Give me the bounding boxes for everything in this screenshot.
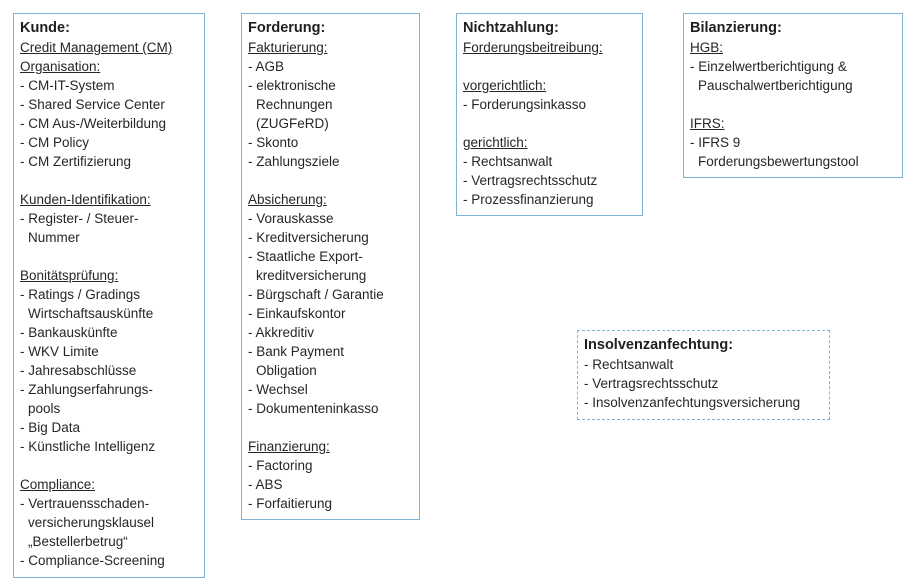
list-item-text: - Staatliche Export- bbox=[248, 249, 363, 264]
kunde-organisation-list bbox=[20, 76, 198, 171]
list-item-text: - Forderungsinkasso bbox=[463, 97, 587, 112]
kunde-bonitaet-list bbox=[20, 285, 198, 456]
list-item-text: - Wechsel bbox=[248, 382, 308, 397]
list-item bbox=[584, 374, 823, 393]
list-item-continuation: Rechnungen bbox=[256, 97, 333, 112]
list-item-text: - Skonto bbox=[248, 135, 299, 150]
list-item-text: - Künstliche Intelligenz bbox=[20, 439, 156, 454]
list-item-text: - CM Aus-/Weiterbildung bbox=[20, 116, 167, 131]
list-item-text: - Einkaufskontor bbox=[248, 306, 346, 321]
forderung-fakturierung-heading: Fakturierung: bbox=[248, 40, 328, 55]
list-item-text: - Bürgschaft / Garantie bbox=[248, 287, 384, 302]
list-item bbox=[584, 355, 823, 374]
list-item bbox=[20, 114, 198, 133]
list-item-text: - Zahlungsziele bbox=[248, 154, 340, 169]
list-item-text: - Compliance-Screening bbox=[20, 553, 165, 568]
list-item-text: - CM-IT-System bbox=[20, 78, 115, 93]
list-item-text: - Shared Service Center bbox=[20, 97, 165, 112]
list-item bbox=[463, 190, 636, 209]
list-item-text: - WKV Limite bbox=[20, 344, 99, 359]
list-item bbox=[248, 475, 413, 494]
list-item bbox=[248, 57, 413, 76]
list-item-text: - Register- / Steuer- bbox=[20, 211, 139, 226]
list-item bbox=[248, 380, 413, 399]
list-item-text: - Rechtsanwalt bbox=[463, 154, 553, 169]
list-item-text: - IFRS 9 bbox=[690, 135, 741, 150]
bilanzierung-title: Bilanzierung: bbox=[690, 20, 782, 36]
list-item bbox=[248, 209, 413, 228]
box-forderung bbox=[241, 13, 420, 520]
kunde-compliance-heading: Compliance: bbox=[20, 477, 96, 492]
list-item bbox=[690, 57, 896, 95]
list-item bbox=[20, 551, 198, 570]
kunde-bonitaet-heading: Bonitätsprüfung: bbox=[20, 268, 119, 283]
bilanzierung-ifrs-list bbox=[690, 133, 896, 171]
list-item bbox=[584, 393, 823, 412]
list-item-text: - Bank Payment bbox=[248, 344, 345, 359]
list-item-text: - Vertrauensschaden- bbox=[20, 496, 150, 511]
list-item bbox=[248, 285, 413, 304]
list-item-text: - Kreditversicherung bbox=[248, 230, 369, 245]
list-item-text: - Vorauskasse bbox=[248, 211, 334, 226]
list-item-text: - Ratings / Gradings bbox=[20, 287, 141, 302]
list-item-text: - CM Policy bbox=[20, 135, 90, 150]
list-item bbox=[20, 76, 198, 95]
list-item bbox=[690, 133, 896, 171]
list-item-text: - ABS bbox=[248, 477, 283, 492]
nichtzahlung-gerichtlich-heading: gerichtlich: bbox=[463, 135, 528, 150]
bilanzierung-hgb-heading: HGB: bbox=[690, 40, 724, 55]
list-item-text: - Vertragsrechtsschutz bbox=[463, 173, 598, 188]
list-item bbox=[20, 209, 198, 247]
list-item-continuation: Obligation bbox=[256, 363, 317, 378]
list-item-text: - Zahlungserfahrungs- bbox=[20, 382, 153, 397]
list-item-text: - Factoring bbox=[248, 458, 313, 473]
list-item bbox=[20, 95, 198, 114]
kunde-title: Kunde: bbox=[20, 20, 70, 36]
list-item bbox=[248, 228, 413, 247]
list-item bbox=[20, 323, 198, 342]
list-item bbox=[20, 152, 198, 171]
forderung-finanzierung-heading: Finanzierung: bbox=[248, 439, 330, 454]
nichtzahlung-vorgerichtlich-heading: vorgerichtlich: bbox=[463, 78, 547, 93]
list-item bbox=[248, 76, 413, 133]
nichtzahlung-title: Nichtzahlung: bbox=[463, 20, 559, 36]
list-item-text: - Einzelwertberichtigung & bbox=[690, 59, 847, 74]
list-item-continuation: Wirtschaftsauskünfte bbox=[28, 306, 154, 321]
list-item-text: - Bankauskünfte bbox=[20, 325, 118, 340]
kunde-identifikation-list bbox=[20, 209, 198, 247]
forderung-absicherung-list bbox=[248, 209, 413, 418]
list-item bbox=[20, 133, 198, 152]
list-item bbox=[463, 95, 636, 114]
list-item-continuation: Forderungsbewertungstool bbox=[698, 154, 859, 169]
list-item-text: - Forfaitierung bbox=[248, 496, 333, 511]
list-item-text: - Akkreditiv bbox=[248, 325, 315, 340]
list-item bbox=[248, 304, 413, 323]
forderung-absicherung-heading: Absicherung: bbox=[248, 192, 327, 207]
nichtzahlung-vorgerichtlich-list bbox=[463, 95, 636, 114]
list-item bbox=[20, 380, 198, 418]
list-item-text: - Dokumenteninkasso bbox=[248, 401, 379, 416]
kunde-identifikation-heading: Kunden-Identifikation: bbox=[20, 192, 151, 207]
list-item-text: - Insolvenzanfechtungsversicherung bbox=[584, 395, 801, 410]
list-item bbox=[248, 342, 413, 380]
insolvenzanfechtung-title: Insolvenzanfechtung: bbox=[584, 337, 734, 353]
list-item bbox=[463, 171, 636, 190]
list-item bbox=[20, 437, 198, 456]
list-item-text: - Jahresabschlüsse bbox=[20, 363, 137, 378]
box-insolvenzanfechtung bbox=[577, 330, 830, 420]
kunde-cm-heading: Credit Management (CM) bbox=[20, 40, 173, 55]
list-item bbox=[248, 133, 413, 152]
forderung-finanzierung-list bbox=[248, 456, 413, 513]
list-item bbox=[20, 494, 198, 551]
list-item-text: - Big Data bbox=[20, 420, 81, 435]
list-item-text: - Vertragsrechtsschutz bbox=[584, 376, 719, 391]
list-item-text: - CM Zertifizierung bbox=[20, 154, 132, 169]
list-item bbox=[20, 418, 198, 437]
list-item-continuation: versicherungsklausel bbox=[28, 515, 155, 530]
forderung-fakturierung-list bbox=[248, 57, 413, 171]
list-item bbox=[20, 361, 198, 380]
nichtzahlung-beitreibung-heading: Forderungsbeitreibung: bbox=[463, 40, 603, 55]
forderung-title: Forderung: bbox=[248, 20, 326, 36]
list-item bbox=[20, 342, 198, 361]
list-item-text: - AGB bbox=[248, 59, 285, 74]
list-item-text: - Rechtsanwalt bbox=[584, 357, 674, 372]
list-item-continuation: (ZUGFeRD) bbox=[256, 116, 329, 131]
kunde-organisation-heading: Organisation: bbox=[20, 59, 101, 74]
list-item-continuation: kreditversicherung bbox=[256, 268, 367, 283]
nichtzahlung-gerichtlich-list bbox=[463, 152, 636, 209]
list-item bbox=[248, 247, 413, 285]
list-item-continuation: pools bbox=[28, 401, 61, 416]
list-item bbox=[248, 456, 413, 475]
list-item bbox=[463, 152, 636, 171]
list-item-text: - elektronische bbox=[248, 78, 336, 93]
box-kunde bbox=[13, 13, 205, 578]
list-item-continuation: Pauschalwertberichtigung bbox=[698, 78, 853, 93]
insolvenzanfechtung-list bbox=[584, 355, 823, 412]
bilanzierung-hgb-list bbox=[690, 57, 896, 95]
list-item-text: - Prozessfinanzierung bbox=[463, 192, 594, 207]
list-item-continuation: Nummer bbox=[28, 230, 80, 245]
list-item-continuation: „Bestellerbetrug“ bbox=[28, 534, 128, 549]
list-item bbox=[20, 285, 198, 323]
list-item bbox=[248, 152, 413, 171]
box-bilanzierung bbox=[683, 13, 903, 178]
bilanzierung-ifrs-heading: IFRS: bbox=[690, 116, 725, 131]
list-item bbox=[248, 323, 413, 342]
list-item bbox=[248, 494, 413, 513]
box-nichtzahlung bbox=[456, 13, 643, 216]
list-item bbox=[248, 399, 413, 418]
kunde-compliance-list bbox=[20, 494, 198, 570]
